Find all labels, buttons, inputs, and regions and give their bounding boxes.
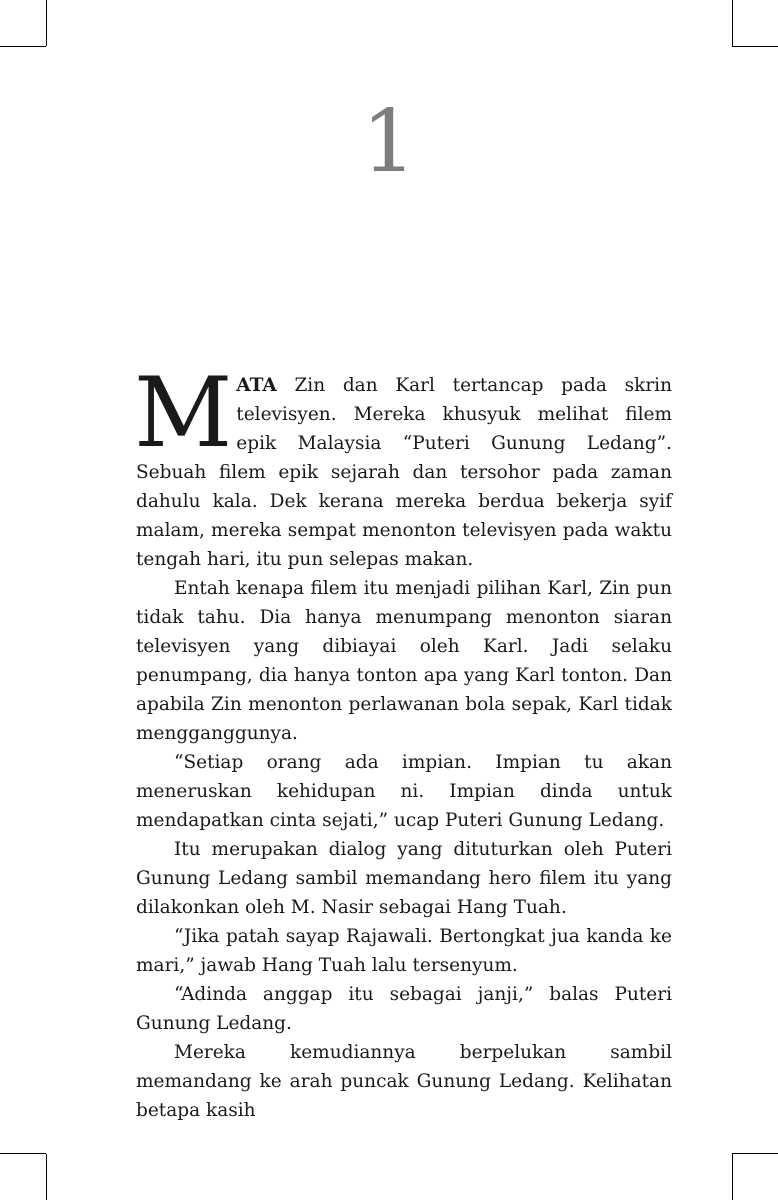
- drop-cap: M: [134, 357, 233, 469]
- crop-mark-bottom-left-horizontal: [0, 1153, 46, 1154]
- paragraph: “Adinda anggap itu sebagai janji,” balas Puteri Gunung Ledang.: [136, 984, 672, 1034]
- chapter-number: 1: [361, 92, 417, 192]
- crop-mark-top-left-vertical: [46, 0, 47, 46]
- crop-mark-top-right-vertical: [732, 0, 733, 46]
- paragraph: Mereka kemudiannya berpelukan sambil memandang ke arah puncak Gunung Ledang. Kelihatan betapa kasih: [136, 1042, 672, 1121]
- crop-mark-bottom-right-horizontal: [732, 1153, 778, 1154]
- paragraph: Entah kenapa filem itu menjadi pilihan Karl, Zin pun tidak tahu. Dia hanya menumpang menonton siaran televisyen yang dibiayai oleh Karl. Jadi selaku penumpang, dia hanya tonton apa yang Karl tonton. Dan apabila Zin menonton perlawanan bola sepak, Karl tidak mengganggunya.: [136, 578, 672, 744]
- paragraph-1-text: Zin dan Karl tertancap pada skrin televisyen. Mereka khusyuk melihat filem epik Malaysia “Puteri Gunung Ledang”. Sebuah filem epik sejarah dan tersohor pada zaman dahulu kala. Dek kerana mereka berdua bekerja syif malam, mereka sempat menonton televisyen pada waktu tengah hari, itu pun selepas makan.: [136, 375, 672, 570]
- crop-mark-top-left-horizontal: [0, 46, 46, 47]
- chapter-body: [134, 357, 672, 1125]
- paragraph: “Setiap orang ada impian. Impian tu akan meneruskan kehidupan ni. Impian dinda untuk mendapatkan cinta sejati,” ucap Puteri Gunung Ledang.: [136, 752, 672, 831]
- lead-word: ATA: [236, 375, 277, 396]
- paragraph-1: [134, 357, 672, 574]
- paragraph: “Jika patah sayap Rajawali. Bertongkat jua kanda ke mari,” jawab Hang Tuah lalu tersenyum.: [136, 926, 672, 976]
- paragraph: Itu merupakan dialog yang dituturkan oleh Puteri Gunung Ledang sambil memandang hero filem itu yang dilakonkan oleh M. Nasir sebagai Hang Tuah.: [136, 839, 672, 918]
- crop-mark-bottom-right-vertical: [732, 1154, 733, 1200]
- crop-mark-bottom-left-vertical: [46, 1154, 47, 1200]
- crop-mark-top-right-horizontal: [732, 46, 778, 47]
